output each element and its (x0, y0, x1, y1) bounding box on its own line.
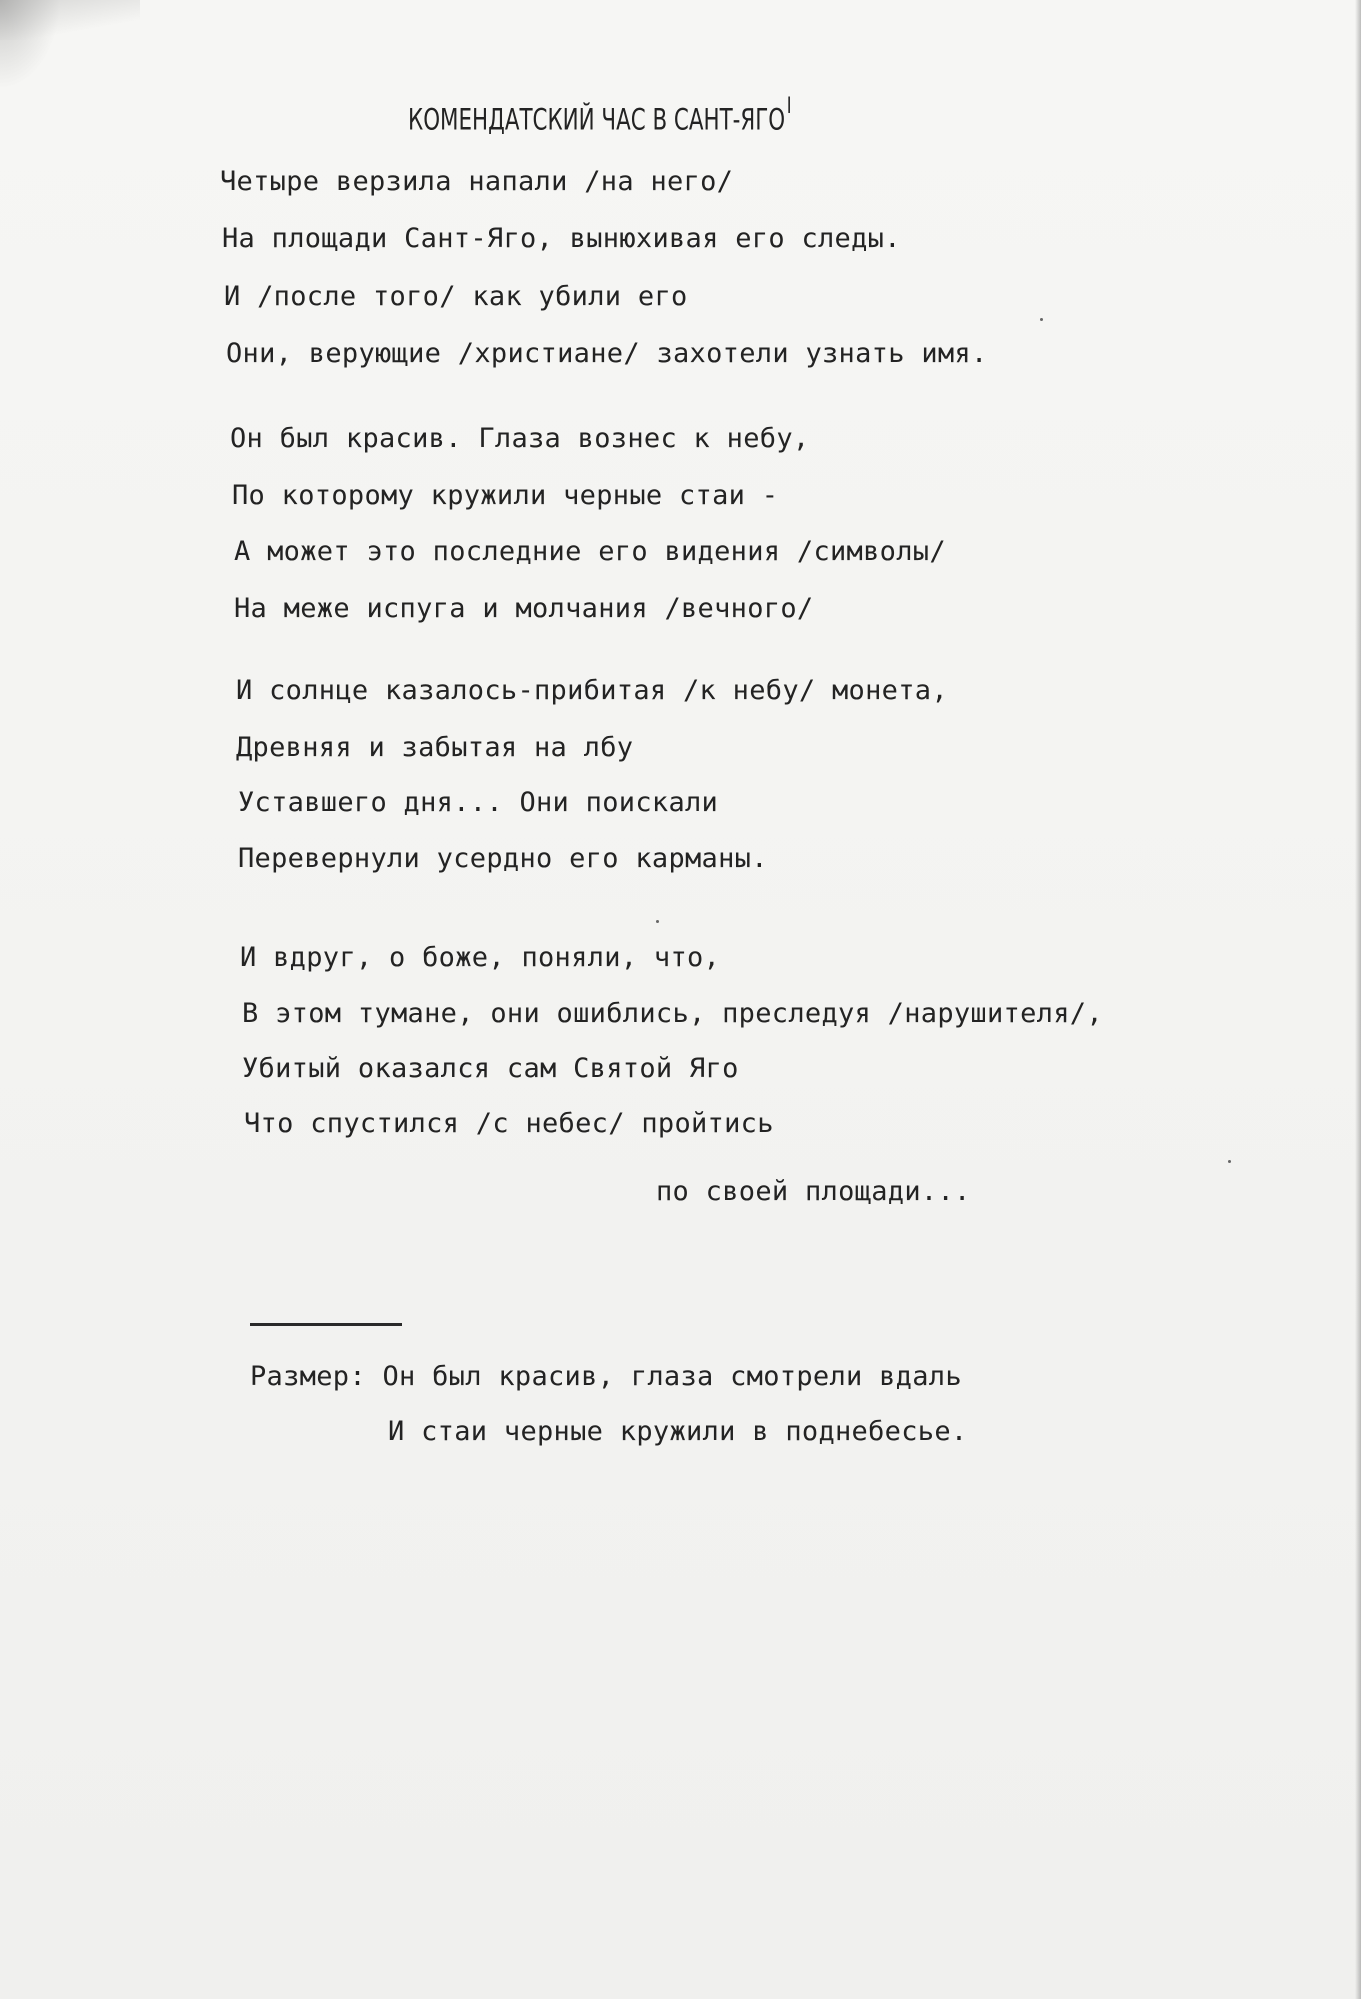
stanza-4-line-2: В этом тумане, они ошиблись, преследуя /нарушителя/, (242, 998, 1103, 1029)
stanza-4-line-1: И вдруг, о боже, поняли, что, (240, 942, 721, 973)
stanza-2-line-1: Он был красив. Глаза вознес к небу, (230, 423, 810, 454)
stanza-4-line-4: Что спустился /с небес/ пройтись (244, 1108, 774, 1139)
stanza-3-line-2: Древняя и забытая на лбу (236, 732, 634, 763)
stanza-3-line-4: Перевернули усердно его карманы. (238, 843, 768, 874)
stanza-3-line-3: Уставшего дня... Они поискали (238, 787, 719, 818)
paper-fold-shadow (0, 0, 140, 40)
footnote-line-1: Размер: Он был красив, глаза смотрели вдаль (250, 1361, 962, 1392)
stanza-3-line-1: И солнце казалось-прибитая /к небу/ монета, (236, 675, 948, 706)
stanza-4-line-5: по своей площади... (656, 1176, 971, 1207)
stanza-4-line-3: Убитый оказался сам Святой Яго (242, 1053, 739, 1084)
stanza-1-line-2: На площади Сант-Яго, вынюхивая его следы. (222, 223, 901, 254)
paper-edge-shadow (1355, 0, 1361, 1999)
stanza-1-line-3: И /после того/ как убили его (224, 281, 688, 312)
scan-speck (1040, 318, 1043, 321)
title-footnote-mark: I (786, 94, 792, 119)
footnote-line-2: И стаи черные кружили в поднебесье. (388, 1416, 968, 1447)
footnote-separator (250, 1323, 402, 1326)
stanza-1-line-1: Четыре верзила напали /на него/ (220, 166, 734, 197)
poem-title (408, 94, 792, 137)
poem-title-text: КОМЕНДАТСКИЙ ЧАС В САНТ-ЯГО (408, 102, 786, 137)
stanza-2-line-2: По которому кружили черные стаи - (232, 480, 779, 511)
stanza-1-line-4: Они, верующие /христиане/ захотели узнать имя. (226, 338, 988, 369)
stanza-2-line-4: На меже испуга и молчания /вечного/ (234, 593, 814, 624)
scan-speck (656, 920, 659, 923)
scan-speck (1228, 1160, 1231, 1163)
stanza-2-line-3: А может это последние его видения /символы/ (234, 536, 946, 567)
